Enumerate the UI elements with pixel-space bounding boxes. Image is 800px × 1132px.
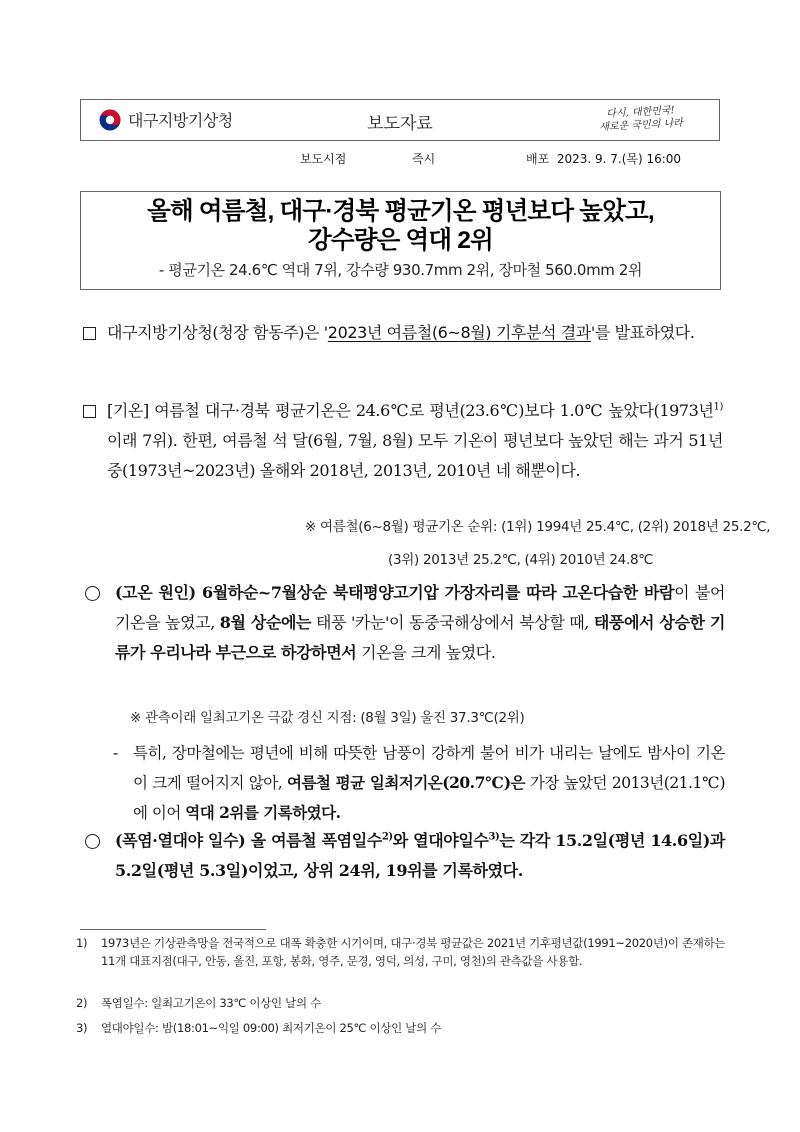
- text-bold: 태풍에서 상승한 기류가 우리나라 부근으로 하강하면서: [115, 613, 725, 662]
- headline-line-2: 강수량은 역대 2위: [308, 227, 493, 254]
- square-bullet-icon: [83, 405, 96, 418]
- subheadline: - 평균기온 24.6℃ 역대 7위, 강수량 930.7mm 2위, 장마철 560.0mm 2위: [158, 261, 643, 279]
- text: 와 열대야일수: [392, 831, 489, 850]
- paragraph-heatwave-days: [85, 826, 725, 886]
- footnote-number: 3): [76, 1021, 88, 1035]
- report-title: 2023년 여름철(6~8월) 기후분석 결과: [327, 323, 591, 342]
- circle-bullet-icon: [85, 834, 100, 849]
- footnote-ref-2[interactable]: 2): [381, 831, 393, 843]
- note-ranking-line-1: ※ 여름철(6~8월) 평균기온 순위: (1위) 1994년 25.4℃, (2위) 2018년 25.2℃,: [305, 519, 771, 535]
- release-time-label: 보도시점: [300, 152, 347, 166]
- text-bold: 역대 2위를 기록하였다.: [185, 803, 341, 822]
- text: 태풍 '카눈'이 동중국해상에서 북상할 때,: [311, 613, 594, 632]
- circle-bullet-icon: [85, 586, 100, 601]
- text-bold: (고온 원인) 6월하순~7월상순 북태평양고기압 가장자리를 따라 고온다습한 바람: [115, 583, 675, 602]
- document-type: 보도자료: [367, 114, 433, 134]
- text: 기온을 크게 높였다.: [356, 643, 496, 662]
- footnote-ref-3[interactable]: 3): [488, 831, 500, 843]
- footnote-2: [76, 994, 726, 1012]
- paragraph-heat-cause: [85, 578, 725, 668]
- text: 이 불어 기온을 높였고,: [115, 583, 725, 632]
- text: (폭염·열대야 일수) 올 여름철 폭염일수: [115, 831, 382, 850]
- text: 가장 높았던 2013년(21.1℃)에 이어: [133, 774, 725, 822]
- text-bold: 여름철 평균 일최저기온(20.7℃)은: [286, 773, 526, 792]
- agency-name: 대구지방기상청: [128, 111, 233, 130]
- footnote-3: [76, 1019, 726, 1037]
- text: '를 발표하였다.: [590, 323, 695, 342]
- text: 특히, 장마철에는 평년에 비해 따뜻한 남풍이 강하게 불어 비가 내리는 날에도 밤사이 기온이 크게 떨어지지 않아,: [133, 744, 725, 792]
- footnote-text: 열대야일수: 밤(18:01~익일 09:00) 최저기온이 25℃ 이상인 날의 수: [101, 1021, 442, 1035]
- footnote-number: 2): [76, 996, 88, 1010]
- footnote-number: 1): [76, 936, 88, 950]
- footnote-text: 1973년은 기상관측망을 전국적으로 대폭 확충한 시기이며, 대구·경북 평균값은 2021년 기후평년값(1991~2020년)이 존재하는 11개 대표지점(대구, 안동, 울진, 포항, 봉화, 영주, 문경, 영덕, 의성, 구미, 영천)의 관측값을 사용함.: [101, 936, 726, 968]
- square-bullet-icon: [83, 327, 96, 340]
- note-record-high: ※ 관측이래 일최고기온 극값 경신 지점: (8월 3일) 울진 37.3℃(2위): [130, 710, 525, 726]
- footnote-text: 폭염일수: 일최고기온이 33℃ 이상인 날의 수: [101, 996, 321, 1010]
- text: 대구지방기상청(청장 함동주)은 ': [107, 323, 328, 342]
- dash-bullet: -: [113, 744, 118, 762]
- paragraph-min-temp: [113, 738, 725, 828]
- text: 이래 7위). 한편, 여름철 석 달(6월, 7월, 8월) 모두 기온이 평년보다 높았던 해는 과거 51년 중(1973년~2023년) 올해와 2018년, 2013년, 2010년 네 해뿐이다.: [107, 431, 723, 480]
- footnote-separator: [80, 929, 266, 930]
- paragraph-announcement: [83, 318, 723, 348]
- footnote-ref-1[interactable]: 1): [713, 401, 723, 413]
- slogan: [599, 104, 684, 134]
- headline-line-1: 올해 여름철, 대구·경북 평균기온 평년보다 높았고,: [147, 198, 654, 225]
- note-ranking-line-2: (3위) 2013년 25.2℃, (4위) 2010년 24.8℃: [388, 552, 654, 568]
- slogan-line-2: 새로운 국민의 나라: [599, 117, 684, 134]
- release-time-value: 즉시: [412, 152, 436, 166]
- text-bold: 8월 상순에는: [219, 613, 312, 632]
- slogan-line-1: 다시, 대한민국!: [606, 105, 676, 120]
- text: 는 각각 15.2일(평년 14.6일)과 5.2일(평년 5.3일)이었고, 상위 24위, 19위를 기록하였다.: [115, 831, 725, 880]
- header-box: [80, 99, 720, 141]
- distribution-datetime: 배포 2023. 9. 7.(목) 16:00: [526, 152, 682, 166]
- paragraph-temperature: [83, 396, 723, 486]
- headline-box: [80, 191, 721, 290]
- text: [기온] 여름철 대구·경북 평균기온은 24.6℃로 평년(23.6℃)보다 1.0℃ 높았다(1973년: [107, 401, 714, 420]
- footnote-1: [76, 934, 726, 970]
